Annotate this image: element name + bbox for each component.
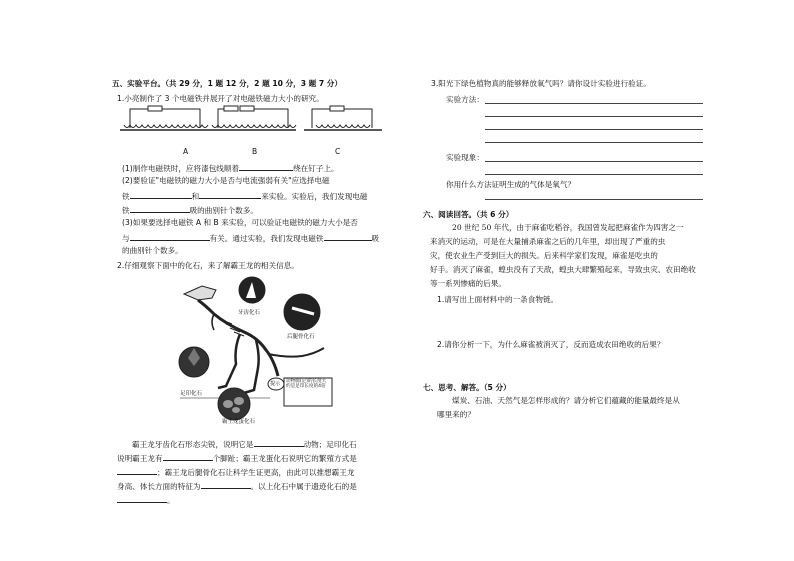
q1-part3-line1: (3)如果要选择电磁铁 A 和 B 来实验，可以验证电磁铁的磁力大小是否 (122, 218, 358, 227)
answer-line[interactable] (485, 116, 703, 117)
q1-part2-line1: (2)要验证"电磁铁的磁力大小是否与电流强弱有关"应选择电磁 (122, 176, 330, 185)
answer-blank[interactable] (117, 494, 167, 503)
tip-tag: 提示 (270, 381, 281, 387)
section-6-heading: 六、阅读回答。（共 6 分） (423, 210, 514, 219)
answer-line[interactable] (485, 199, 703, 200)
answer-blank[interactable] (117, 466, 157, 475)
q1-intro: 1.小亮制作了 3 个电磁铁并展开了对电磁铁磁力大小的研究。 (117, 94, 324, 103)
q2-line1: 霸王龙牙齿化石形态尖锐，说明它是 动物；足印化石 (132, 440, 357, 449)
answer-line[interactable] (485, 161, 703, 162)
section-5-heading: 五、实验平台。（共 29 分，1 题 12 分，2 题 10 分，3 题 7 分） (112, 79, 342, 88)
s7-question-line1: 煤炭、石油、天然气是怎样形成的？请分析它们蕴藏的能量最终是从 (452, 396, 680, 405)
q1-part3-line3: 的曲别针个数多。 (122, 246, 183, 255)
tip-text: 动物腿(足)的长度大约是足印长度的4倍 (286, 379, 327, 390)
magnet-label-c: C (335, 147, 341, 156)
s6-question-2: 2.请你分析一下，为什么麻雀被消灭了，反而造成农田绝收的后果？ (437, 340, 665, 349)
passage-line-1: 20 世纪 50 年代，由于麻雀吃稻谷，我国曾发起把麻雀作为四害之一 (452, 223, 684, 232)
experiment-phenomenon-label: 实验现象： (446, 153, 484, 162)
s6-question-1: 1.请写出上面材料中的一条食物链。 (437, 295, 559, 304)
answer-blank[interactable] (324, 232, 372, 241)
answer-line[interactable] (485, 174, 703, 175)
passage-line-2: 来消灭的运动，可是在大量捕杀麻雀之后的几年里，却出现了严重的虫 (430, 237, 666, 246)
q2-line2: 说明霸王龙有 个脚趾；霸王龙蛋化石说明它的繁殖方式是 (117, 454, 357, 463)
passage-line-5: 等一系列惨痛的后果。 (430, 279, 506, 288)
answer-blank[interactable] (130, 204, 190, 213)
answer-blank[interactable] (130, 190, 192, 199)
tooth-fossil-label: 牙齿化石 (238, 310, 261, 316)
footprint-fossil-label: 足印化石 (180, 391, 203, 397)
answer-blank[interactable] (239, 162, 293, 171)
answer-blank[interactable] (201, 480, 251, 489)
q2-line5: 。 (117, 494, 175, 505)
passage-line-4: 好手。消灭了麻雀，蝗虫没有了天敌，蝗虫大肆繁殖起来，导致虫灾、农田绝收 (430, 265, 696, 274)
q1-part2-line2: 铁 和 来实验。实验后，我们发现电磁 (122, 192, 368, 201)
oxygen-proof-question: 你用什么方法证明生成的气体是氧气？ (446, 180, 576, 189)
q2-line4: 身高、体长方面的特征为 。以上化石中属于遗迹化石的是 (117, 482, 357, 491)
answer-line[interactable] (485, 103, 703, 104)
leg-fossil-label: 后腿骨化石 (287, 334, 315, 340)
magnet-label-a: A (183, 147, 189, 156)
experiment-method-label: 实验方法： (446, 95, 484, 104)
s7-question-line2: 哪里来的？ (437, 410, 475, 419)
q2-line3: ；霸王龙后腿骨化石让科学生证更高，由此可以推想霸王龙 (117, 466, 354, 477)
q1-part2-line3: 铁 吸的曲别针个数多。 (122, 206, 258, 215)
answer-line[interactable] (485, 142, 703, 143)
passage-line-3: 灾，使农业生产受到巨大的损失。后来科学家们发现，麻雀是吃虫的 (430, 251, 658, 260)
magnet-label-b: B (252, 147, 258, 156)
answer-blank[interactable] (163, 452, 213, 461)
section-7-heading: 七、思考、解答。（5 分） (423, 383, 511, 392)
q1-part1: (1)制作电磁铁时，应将漆包线顺着 绕在钉子上。 (122, 164, 339, 173)
q3-intro: 3.阳光下绿色植物真的能够释放氧气吗？请你设计实验进行验证。 (431, 79, 651, 88)
answer-line[interactable] (485, 129, 703, 130)
trex-fossil-figure (170, 274, 335, 426)
q1-part3-line2: 与 有关。通过实验，我们发现电磁铁 吸 (122, 234, 380, 243)
answer-blank[interactable] (199, 190, 261, 199)
egg-fossil-label: 霸王龙蛋化石 (222, 419, 256, 425)
q2-intro: 2.仔细观察下面中的化石，来了解霸王龙的相关信息。 (117, 261, 299, 270)
answer-blank[interactable] (254, 438, 304, 447)
answer-blank[interactable] (130, 232, 210, 241)
electromagnet-diagrams (120, 104, 390, 148)
